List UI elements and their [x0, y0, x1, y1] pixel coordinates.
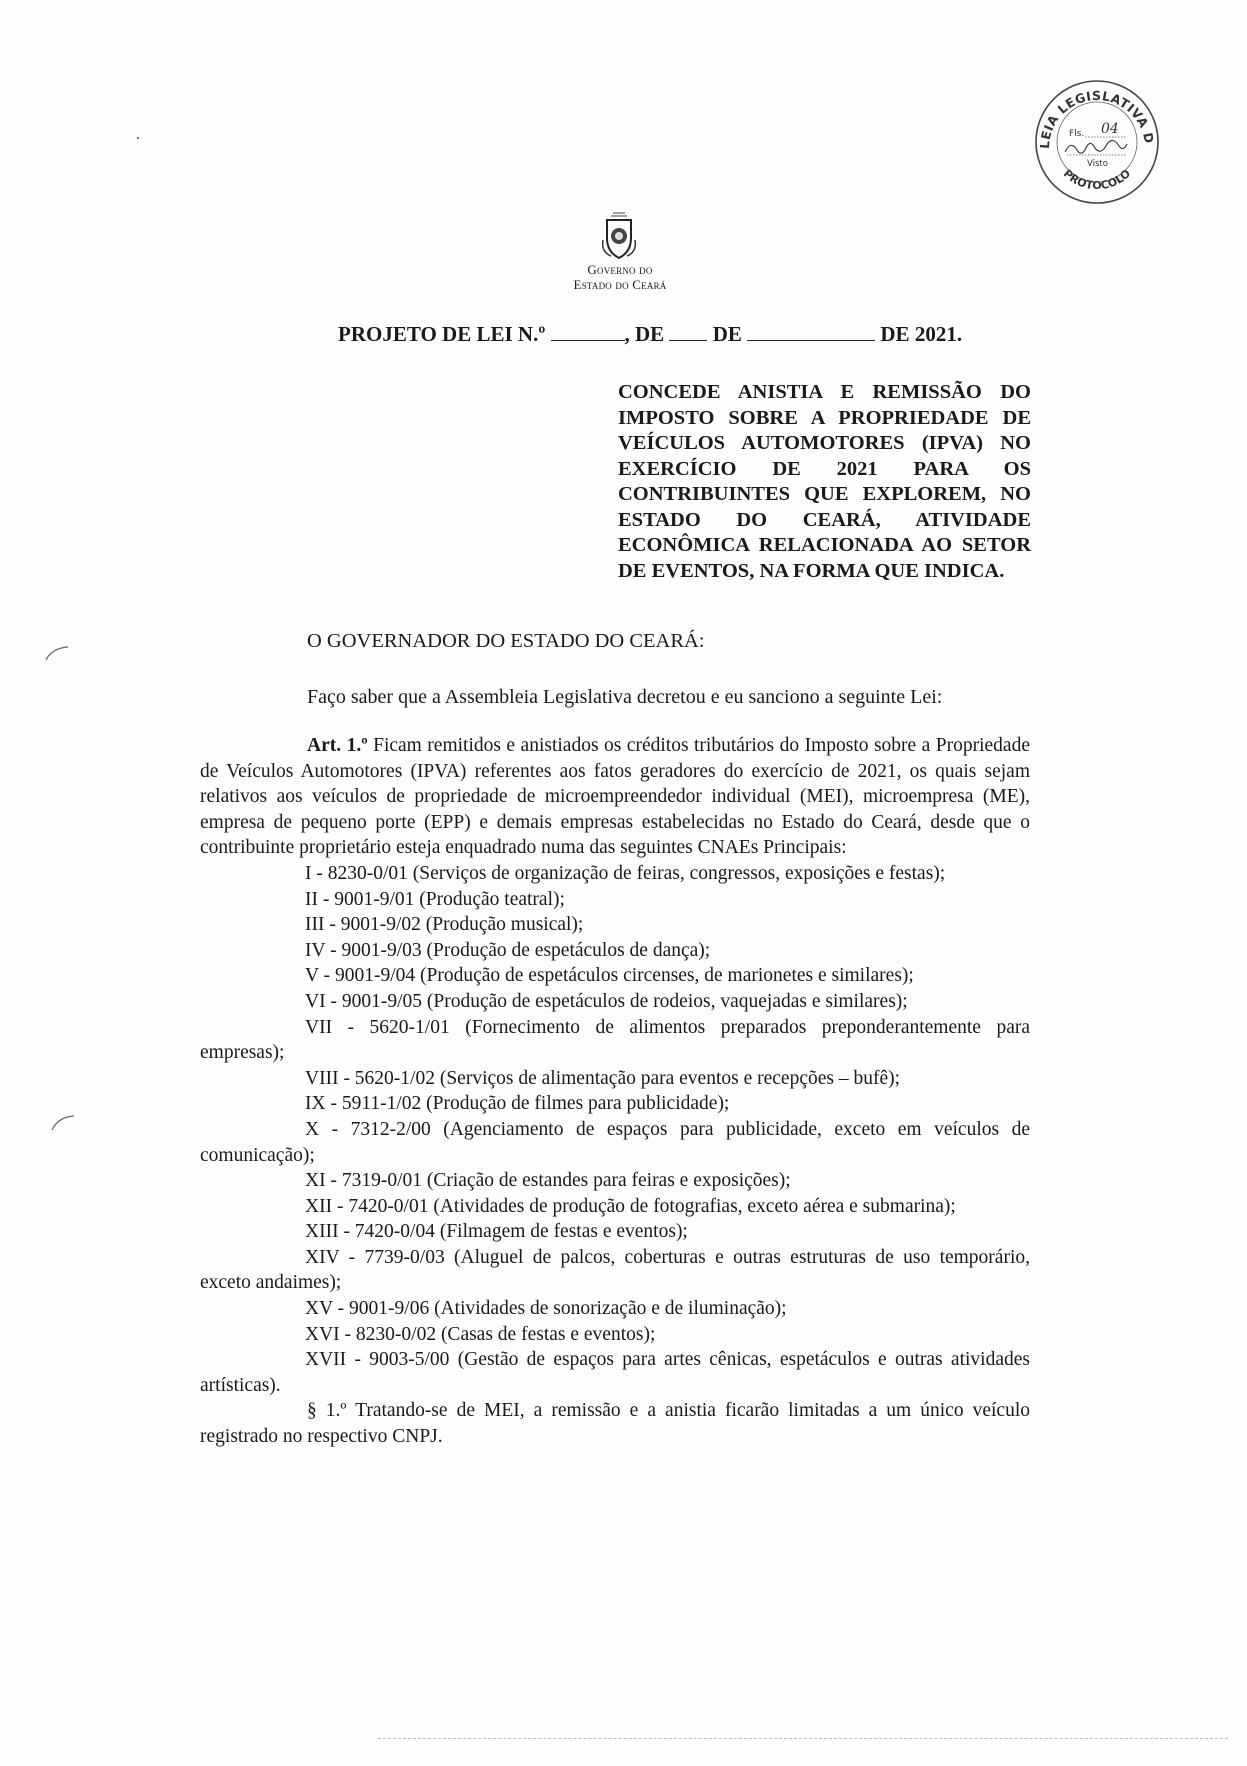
- month-blank: [747, 322, 875, 341]
- article-1-text: Ficam remitidos e anistiados os créditos tributários do Imposto sobre a Propriedade de Veículos Automotores (IPVA) referentes aos fatos geradores do exercício de 2021, os quais sejam relativos aos veículos de propriedade de microempreendedor individual (MEI), microempresa (ME), empresa de pequeno porte (EPP) e demais empresas estabelecidas no Estado do Ceará, desde que o contribuinte proprietário esteja enquadrado numa das seguintes CNAEs Principais:: [200, 735, 1030, 859]
- governor-heading: O GOVERNADOR DO ESTADO DO CEARÁ:: [307, 630, 705, 652]
- title-prefix: PROJETO DE LEI N.º: [338, 322, 546, 346]
- stamp-ring-text: LEIA LEGISLATIVA D: [1036, 87, 1157, 150]
- article-1-label: Art. 1.º: [307, 735, 368, 756]
- list-item: XIII - 7420-0/04 (Filmagem de festas e eventos);: [305, 1221, 688, 1243]
- government-header: [520, 262, 720, 292]
- day-blank: [669, 322, 707, 341]
- list-item: XVI - 8230-0/02 (Casas de festas e eventos);: [305, 1323, 656, 1345]
- protocol-stamp: [1033, 78, 1161, 206]
- title-de-1: , DE: [624, 322, 665, 346]
- list-item: XIV - 7739-0/03 (Aluguel de palcos, coberturas e outras estruturas de uso temporário, exceto andaimes);: [200, 1246, 1030, 1294]
- title-de-2: DE: [712, 322, 742, 346]
- list-item: XV - 9001-9/06 (Atividades de sonorização e de iluminação);: [305, 1298, 787, 1320]
- article-body: [200, 733, 1030, 1450]
- stamp-visto-label: Visto: [1087, 159, 1108, 169]
- gov-line-2: Estado do Ceará: [573, 277, 667, 292]
- list-item: VIII - 5620-1/02 (Serviços de alimentação para eventos e recepções – bufê);: [305, 1067, 901, 1089]
- list-item: XVII - 9003-5/00 (Gestão de espaços para artes cênicas, espetáculos e outras atividades artísticas).: [200, 1349, 1030, 1396]
- list-item: XII - 7420-0/01 (Atividades de produção de fotografias, exceto aérea e submarina);: [305, 1195, 956, 1217]
- paragraph-1: § 1.º Tratando-se de MEI, a remissão e a anistia ficarão limitadas a um único veículo registrado no respectivo CNPJ.: [200, 1400, 1030, 1448]
- bill-summary: CONCEDE ANISTIA E REMISSÃO DO IMPOSTO SOBRE A PROPRIEDADE DE VEÍCULOS AUTOMOTORES (IPVA) NO EXERCÍCIO DE 2021 PARA OS CONTRIBUINTES QUE EXPLOREM, NO ESTADO DO CEARÁ, ATIVIDADE ECONÔMICA RELACIONADA AO SETOR DE EVENTOS, NA FORMA QUE INDICA.: [618, 381, 1031, 582]
- gov-line-1: Governo do: [587, 262, 653, 277]
- footer-divider: [378, 1738, 1228, 1739]
- stamp-signature-icon: [1065, 140, 1127, 153]
- list-item: VI - 9001-9/05 (Produção de espetáculos de rodeios, vaquejadas e similares);: [305, 990, 908, 1012]
- list-item: II - 9001-9/01 (Produção teatral);: [305, 888, 565, 910]
- list-item: XI - 7319-0/01 (Criação de estandes para feiras e exposições);: [305, 1170, 791, 1192]
- list-item: III - 9001-9/02 (Produção musical);: [305, 914, 584, 936]
- list-item: VII - 5620-1/01 (Fornecimento de alimentos preparados preponderantemente para empresas);: [200, 1016, 1030, 1064]
- list-item: X - 7312-2/00 (Agenciamento de espaços para publicidade, exceto em veículos de comunicação);: [200, 1118, 1030, 1166]
- stamp-fls-label: Fls.: [1069, 129, 1085, 139]
- scan-dot-icon: [136, 136, 140, 140]
- list-item: I - 8230-0/01 (Serviços de organização de feiras, congressos, exposições e festas);: [305, 862, 946, 884]
- stamp-seal-icon: [1033, 78, 1161, 206]
- svg-text:ASSEMBLEIA LEGISLATIVA DO CEAR: [1033, 78, 1157, 149]
- title-year: DE 2021.: [880, 322, 963, 346]
- enactment-clause: Faço saber que a Assembleia Legislativa decretou e eu sanciono a seguinte Lei:: [307, 686, 943, 708]
- number-blank: [551, 322, 625, 341]
- margin-pen-mark-icon: [44, 644, 70, 662]
- stamp-bottom-text: PROTOCOLO: [1060, 166, 1134, 193]
- list-item: V - 9001-9/04 (Produção de espetáculos circenses, de marionetes e similares);: [305, 965, 914, 987]
- bill-title: [338, 322, 1038, 347]
- article-1: [200, 733, 1030, 861]
- svg-text:PROTOCOLO: [1061, 167, 1133, 192]
- state-crest-icon: [599, 210, 639, 262]
- list-item: IV - 9001-9/03 (Produção de espetáculos de dança);: [305, 939, 711, 961]
- list-item: IX - 5911-1/02 (Produção de filmes para publicidade);: [305, 1093, 730, 1115]
- margin-pen-mark-icon: [50, 1112, 76, 1132]
- stamp-fls-value: 04: [1101, 121, 1119, 137]
